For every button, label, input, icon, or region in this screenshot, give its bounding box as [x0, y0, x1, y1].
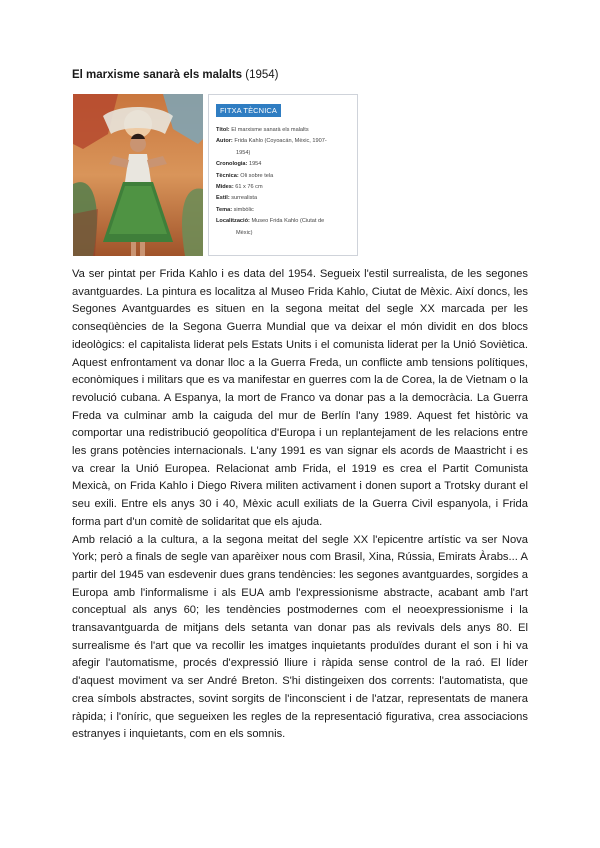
sheet-row-style: Estil: surrealista: [216, 195, 258, 202]
artwork-title: El marxisme sanarà els malalts: [72, 69, 243, 81]
sheet-row-author: Autor: Frida Kahlo (Coyoacán, Mèxic, 1907- 1954): [216, 138, 327, 156]
sheet-row-location: Localització: Museo Frida Kahlo (Ciutat de Mèxic): [216, 218, 325, 236]
paragraph-history: Va ser pintat per Frida Kahlo i es data del 1954. Segueix l'estil surrealista, de les segones avantguardes. La pintura es localitza al Museo Frida Kahlo, Ciutat de Mèxic. Així doncs, les Segones Avantguardes es situen en la segona meitat del segle XX marcada per les conseqüències de la Segona Guerra Mundial que va deixar el món dividit en dos blocs ideològics: el capitalista liderat pels Estats Units i el comunista liderat per la Unió Soviètica. Aquest enfrontament va donar lloc a la Guerra Freda, un conflicte amb tensions polítiques, econòmiques i militars que es va manifestar en guerres com la de Corea, la de Vietnam o la revolució cubana. A Espanya, la mort de Franco va donar pas a la democràcia. La Guerra Freda va culminar amb la caiguda del mur de Berlín l'any 1989. Aquest fet històric va comportar una redistribució geopolítica d'Europa i un replantejament de les relacions entre les grans potències internacionals. L'any 1991 es van signar els acords de Maastricht i es va crear la Unió Europea. Relacionat amb Frida, el 1919 es crea el Partit Comunista Mexicà, on Frida Kahlo i Diego Rivera militen activament i donen suport a Trotsky durant el seu exili. Entre els anys 30 i 40, Mèxic acull exiliats de la Guerra Civil espanyola, i Frida forma part d'un comitè de solidaritat que els ajuda.: [72, 268, 528, 528]
paragraph-culture: Amb relació a la cultura, a la segona meitat del segle XX l'epicentre artístic va ser Nova York; però a finals de segle van aparèixer nous com Brasil, Xina, Rússia, Emirats Àrabs... A partir del 1945 van esdevenir dues grans tendències: les segones avantguardes, sorgides a Europa amb l'informalisme i als EUA amb l'expressionisme abstracte, acabant amb l'art conceptual als anys 60; les tendències postmodernes com el neoexpressionisme i la transavantguarda de mitjans dels setanta van donar pas als revivals dels anys 80. El surrealisme és l'art que va recollir les imatges inquietants produïdes durant el son i hi va afegir l'automatisme, procés d'expressió lliure i ràpida sense control de la raó. El líder d'aquest moviment va ser André Breton. S'hi distingeixen dos corrents: l'automatista, que crea símbols abstractes, sovint sorgits de l'inconscient i de l'atzar, representats de manera ràpida; i l'oníric, que segueixen les regles de la representació figurativa, crea associacions estranyes i inquietants, com en els somnis.: [72, 533, 528, 741]
sheet-row-theme: Tema: simbòlic: [216, 206, 254, 213]
technical-sheet-badge: FITXA TÈCNICA: [216, 104, 281, 117]
sheet-row-technique: Tècnica: Oli sobre tela: [216, 172, 274, 179]
artwork-heading: [72, 69, 279, 81]
artwork-painting-image: [73, 94, 203, 256]
sheet-row-dimensions: Mides: 61 x 76 cm: [216, 184, 263, 191]
artwork-year: (1954): [245, 69, 279, 81]
article-body: [72, 266, 528, 744]
technical-sheet-rows: [216, 125, 354, 239]
sheet-row-chronology: Cronologia: 1954: [216, 161, 262, 168]
sheet-row-title: Títol: El marxisme sanarà els malalts: [216, 127, 309, 133]
technical-sheet: [208, 94, 358, 256]
